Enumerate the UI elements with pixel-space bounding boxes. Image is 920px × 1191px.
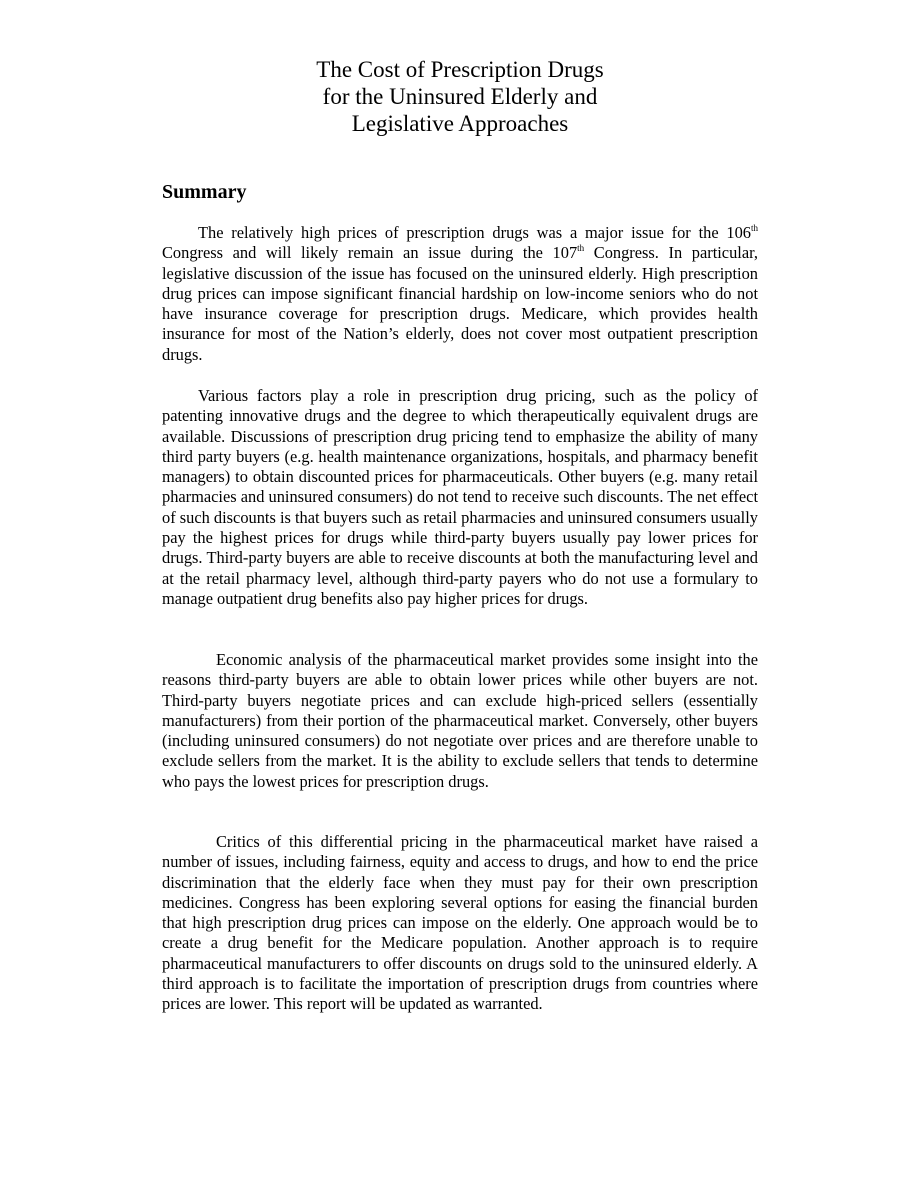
paragraph-1-text-a: The relatively high prices of prescription drugs was a major issue for the 106 <box>198 223 751 242</box>
paragraph-1-text-b: Congress and will likely remain an issue during the 107 <box>162 243 578 263</box>
summary-paragraph-1 <box>162 223 758 365</box>
summary-paragraph-4: Critics of this differential pricing in the pharmaceutical market have raised a number of issues, including fairness, equity and access to drugs, and how to end the price discrimination that the elderly face when they must pay for their own prescription medicines. Congress has been exploring several options for easing the financial burden that high prescription drug prices can impose on the elderly. One approach would be to create a drug benefit for the Medicare population. Another approach is to require pharmaceutical manufacturers to offer discounts on drugs sold to the uninsured elderly. A third approach is to facilitate the importation of prescription drugs from countries where prices are lower. This report will be updated as warranted. <box>162 832 758 1014</box>
title-line-3: Legislative Approaches <box>351 111 569 136</box>
title-line-2: for the Uninsured Elderly and <box>322 84 598 109</box>
title-line-1: The Cost of Prescription Drugs <box>316 57 604 82</box>
summary-paragraph-3: Economic analysis of the pharmaceutical market provides some insight into the reasons third-party buyers are able to obtain lower prices while other buyers are not. Third-party buyers negotiate prices and can exclude high-priced sellers (essentially manufacturers) from their portion of the pharmaceutical market. Conversely, other buyers (including uninsured consumers) do not negotiate over prices and are therefore unable to exclude sellers from the market. It is the ability to exclude sellers that tends to determine who pays the lowest prices for prescription drugs. <box>162 650 758 791</box>
ordinal-suffix-107: th <box>577 243 585 254</box>
summary-heading: Summary <box>162 181 247 203</box>
document-title <box>0 56 920 137</box>
paragraph-1-text-c: Congress. In particular, legislative discussion of the issue has focused on the uninsured elderly. High prescription drug prices can impose significant financial hardship on low-income seniors who do not have insurance coverage for prescription drugs. Medicare, which provides health insurance for most of the Nation’s elderly, does not cover most outpatient prescription drugs. <box>162 243 758 364</box>
ordinal-suffix-106: th <box>750 223 758 233</box>
summary-paragraph-2: Various factors play a role in prescription drug pricing, such as the policy of patenting innovative drugs and the degree to which therapeutically equivalent drugs are available. Discussions of prescription drug pricing tend to emphasize the ability of many third party buyers (e.g. health maintenance organizations, hospitals, and pharmacy benefit managers) to obtain discounted prices for pharmaceuticals. Other buyers (e.g. many retail pharmacies and uninsured consumers) do not tend to receive such discounts. The net effect of such discounts is that buyers such as retail pharmacies and uninsured consumers usually pay the highest prices for drugs while third-party buyers usually pay lower prices for drugs. Third-party buyers are able to receive discounts at both the manufacturing level and at the retail pharmacy level, although third-party payers who do not use a formulary to manage outpatient drug benefits also pay higher prices for drugs. <box>162 386 758 608</box>
